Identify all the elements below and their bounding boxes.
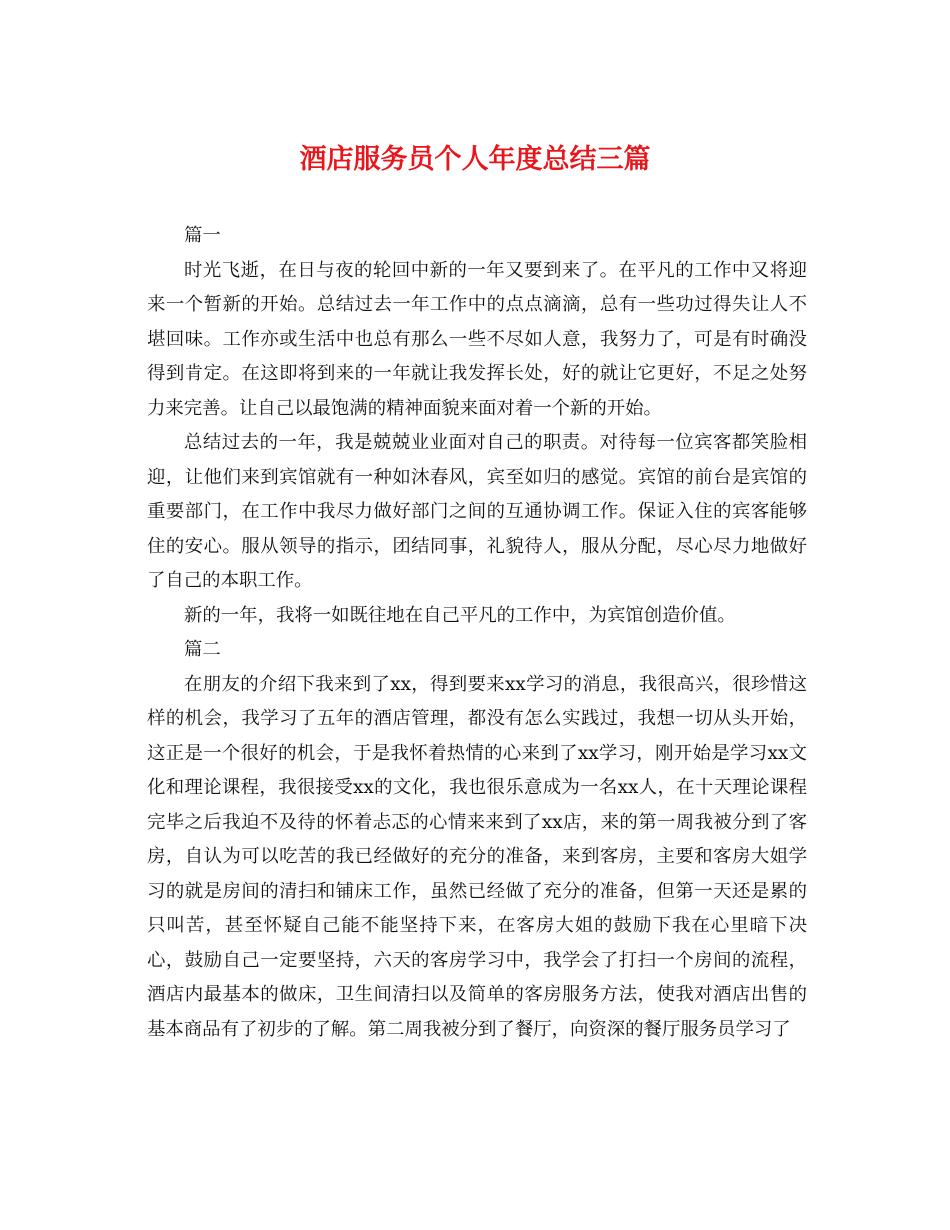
section-heading-2: 篇二 bbox=[184, 639, 221, 660]
body-paragraph: 总结过去的一年，我是兢兢业业面对自己的职责。对待每一位宾客都笑脸相迎，让他们来到宾馆就有一种如沐春风，宾至如归的感觉。宾馆的前台是宾馆的重要部门，在工作中我尽力做好部门之间的互通协调工作。保证入住的宾客能够住的安心。服从领导的指示，团结同事，礼貌待人，服从分配，尽心尽力地做好了自己的本职工作。 bbox=[147, 432, 807, 591]
document-body bbox=[147, 219, 807, 1047]
body-paragraph: 时光飞逝，在日与夜的轮回中新的一年又要到来了。在平凡的工作中又将迎来一个暂新的开始。总结过去一年工作中的点点滴滴，总有一些功过得失让人不堪回味。工作亦或生活中也总有那么一些不尽如人意，我努力了，可是有时确没得到肯定。在这即将到来的一年就让我发挥长处，好的就让它更好，不足之处努力来完善。让自己以最饱满的精神面貌来面对着一个新的开始。 bbox=[147, 259, 807, 419]
document-title: 酒店服务员个人年度总结三篇 bbox=[299, 144, 651, 175]
body-paragraph: 新的一年，我将一如既往地在自己平凡的工作中，为宾馆创造价值。 bbox=[184, 604, 736, 626]
body-paragraph: 在朋友的介绍下我来到了xx，得到要来xx学习的消息，我很高兴，很珍惜这样的机会，我学习了五年的酒店管理，都没有怎么实践过，我想一切从头开始，这正是一个很好的机会，于是我怀着热情的心来到了xx学习，刚开始是学习xx文化和理论课程，我很接受xx的文化，我也很乐意成为一名xx人，在十天理论课程完毕之后我迫不及待的怀着忐忑的心情来来到了xx店，来的第一周我被分到了客房，自认为可以吃苦的我已经做好的充分的准备，来到客房，主要和客房大姐学习的就是房间的清扫和铺床工作，虽然已经做了充分的准备，但第一天还是累的只叫苦，甚至怀疑自己能不能坚持下来，在客房大姐的鼓励下我在心里暗下决心，鼓励自己一定要坚持，六天的客房学习中，我学会了打扫一个房间的流程，酒店内最基本的做床，卫生间清扫以及简单的客房服务方法，使我对酒店出售的基本商品有了初步的了解。第二周我被分到了餐厅，向资深的餐厅服务员学习了 bbox=[147, 673, 807, 1040]
section-heading-1: 篇一 bbox=[184, 225, 221, 246]
